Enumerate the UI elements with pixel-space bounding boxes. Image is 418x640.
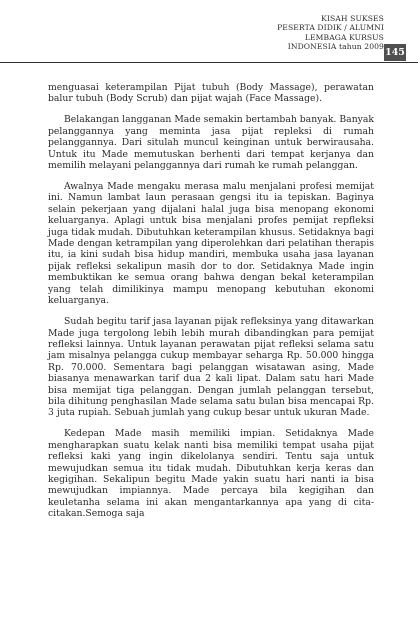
- running-header: [277, 14, 384, 52]
- header-divider: [0, 62, 418, 63]
- page-number: 145: [384, 44, 406, 61]
- paragraph: Sudah begitu tarif jasa layanan pijak refleksinya yang ditawarkan Made juga tergolong lebih lebih murah dibandingkan para pemijat refleksi lainnya. Untuk layanan perawatan pijat refleksi selama satu jam misalnya pelangga cukup membayar seharga Rp. 50.000 hingga Rp. 70.000. Sementara bagi pelanggan wisatawan asing, Made biasanya menawarkan tarif dua 2 kali lipat. Dalam satu hari Made bisa memijat tiga pelanggan. Dengan jumlah pelanggan tersebut, bila dihitung penghasilan Made selama satu bulan bisa mencapai Rp. 3 juta rupiah. Sebuah jumlah yang cukup besar untuk ukuran Made.: [48, 316, 374, 419]
- paragraph: Kedepan Made masih memiliki impian. Setidaknya Made mengharapkan suatu kelak nanti bisa memiliki tempat usaha pijat refleksi kaki yang ingin dikelolanya sendiri. Tentu saja untuk mewujudkan semua itu tidak mudah. Dibutuhkan kerja keras dan kegigihan. Sekalipun begitu Made yakin suatu hari nanti ia bisa mewujudkan impiannya. Made percaya bila kegigihan dan keuletanha selama ini akan mengantarkannya apa yang di cita-citakan.Semoga saja: [48, 428, 374, 520]
- paragraph: Belakangan langganan Made semakin bertambah banyak. Banyak pelanggannya yang meminta jasa pijat repleksi di rumah pelanggannya. Dari situlah muncul keinginan untuk berwirausaha. Untuk itu Made memutuskan berhenti dari tempat kerjanya dan memilih melayani pelanggannya dari rumah ke rumah pelanggan.: [48, 114, 374, 172]
- header-line: PESERTA DIDIK / ALUMNI: [277, 23, 384, 33]
- paragraph: Awalnya Made mengaku merasa malu menjalani profesi memijat ini. Namun lambat laun perasaan gengsi itu ia tepiskan. Baginya selain pekerjaan yang dijalani halal juga bisa menopang ekonomi keluarganya. Aplagi untuk bisa menjalani profes pemijat repfleksi juga tidak mudah. Dibutuhkan keterampilan khusus. Setidaknya bagi Made dengan ketrampilan yang diperolehkan dari pelatihan therapis itu, ia kini sudah bisa hidup mandiri, membuka usaha jasa layanan pijak refleksi sekalipun masih dor to dor. Setidaknya Made ingin membuktikan ke semua orang bahwa dengan bekal keterampilan yang telah dimilikinya mampu menopang kebutuhan ekonomi keluarganya.: [48, 181, 374, 307]
- header-line: LEMBAGA KURSUS: [304, 32, 384, 42]
- body-text: [48, 82, 374, 529]
- header-line: KISAH SUKSES: [321, 14, 384, 23]
- paragraph: menguasai keterampilan Pijat tubuh (Body Massage), perawatan balur tubuh (Body Scrub) dan pijat wajah (Face Massage).: [48, 82, 374, 105]
- header-line: INDONESIA tahun 2009: [287, 42, 384, 52]
